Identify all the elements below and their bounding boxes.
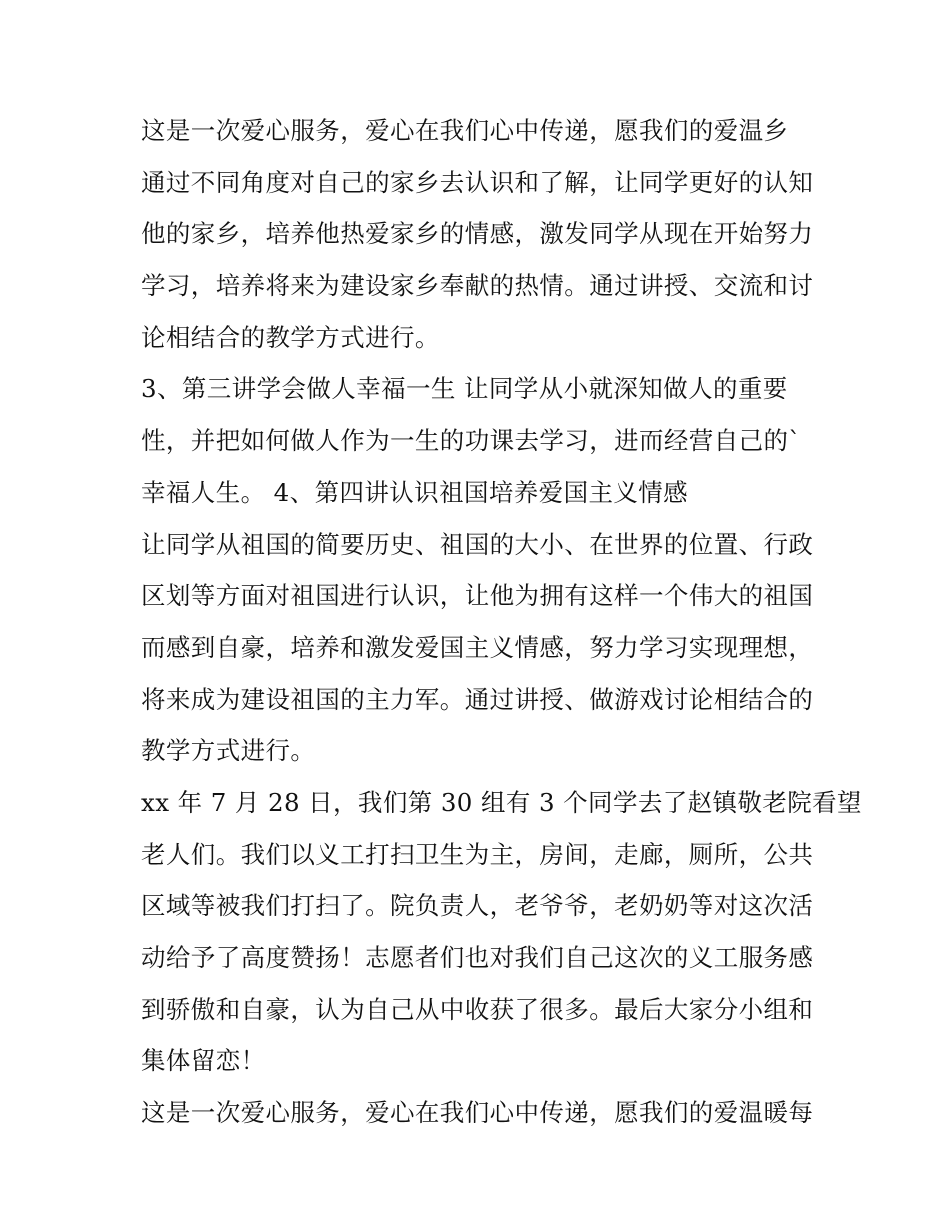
text-line: 3、第三讲学会做人幸福一生 让同学从小就深知做人的重要 [141, 374, 788, 404]
text-line: 动给予了高度赞扬！志愿者们也对我们自己这次的义工服务感 [141, 943, 814, 972]
text-line: 到骄傲和自豪，认为自己从中收获了很多。最后大家分小组和 [141, 994, 814, 1024]
text-line: 区划等方面对祖国进行认识，让他为拥有这样一个伟大的祖国 [141, 581, 814, 611]
text-line: 集体留恋！ [141, 1046, 266, 1076]
text-line: 将来成为建设祖国的主力军。通过讲授、做游戏讨论相结合的 [141, 684, 814, 714]
text-line: xx 年 7 月 28 日，我们第 30 组有 3 个同学去了赵镇敬老院看望 [141, 787, 862, 817]
text-line: 他的家乡，培养他热爱家乡的情感，激发同学从现在开始努力 [141, 219, 814, 249]
text-line: 通过不同角度对自己的家乡去认识和了解，让同学更好的认知 [141, 167, 814, 197]
text-line: 这是一次爱心服务，爱心在我们心中传递，愿我们的爱温暖每 [141, 1098, 814, 1128]
text-line: 而感到自豪，培养和激发爱国主义情感，努力学习实现理想， [141, 632, 814, 662]
text-line: 这是一次爱心服务，爱心在我们心中传递，愿我们的爱温乡 [141, 116, 789, 145]
text-line: 学习，培养将来为建设家乡奉献的热情。通过讲授、交流和讨 [141, 271, 814, 301]
text-line: 让同学从祖国的简要历史、祖国的大小、在世界的位置、行政 [141, 529, 814, 559]
text-line: 区域等被我们打扫了。院负责人，老爷爷，老奶奶等对这次活 [141, 891, 814, 921]
text-line: 幸福人生。 4、第四讲认识祖国培养爱国主义情感 [141, 477, 689, 507]
text-line: 性，并把如何做人作为一生的功课去学习，进而经营自己的` [141, 426, 802, 456]
text-line: 老人们。我们以义工打扫卫生为主，房间，走廊，厕所，公共 [141, 839, 814, 869]
document-body [141, 105, 862, 1139]
text-line: 论相结合的教学方式进行。 [141, 322, 440, 352]
text-line: 教学方式进行。 [141, 736, 316, 766]
